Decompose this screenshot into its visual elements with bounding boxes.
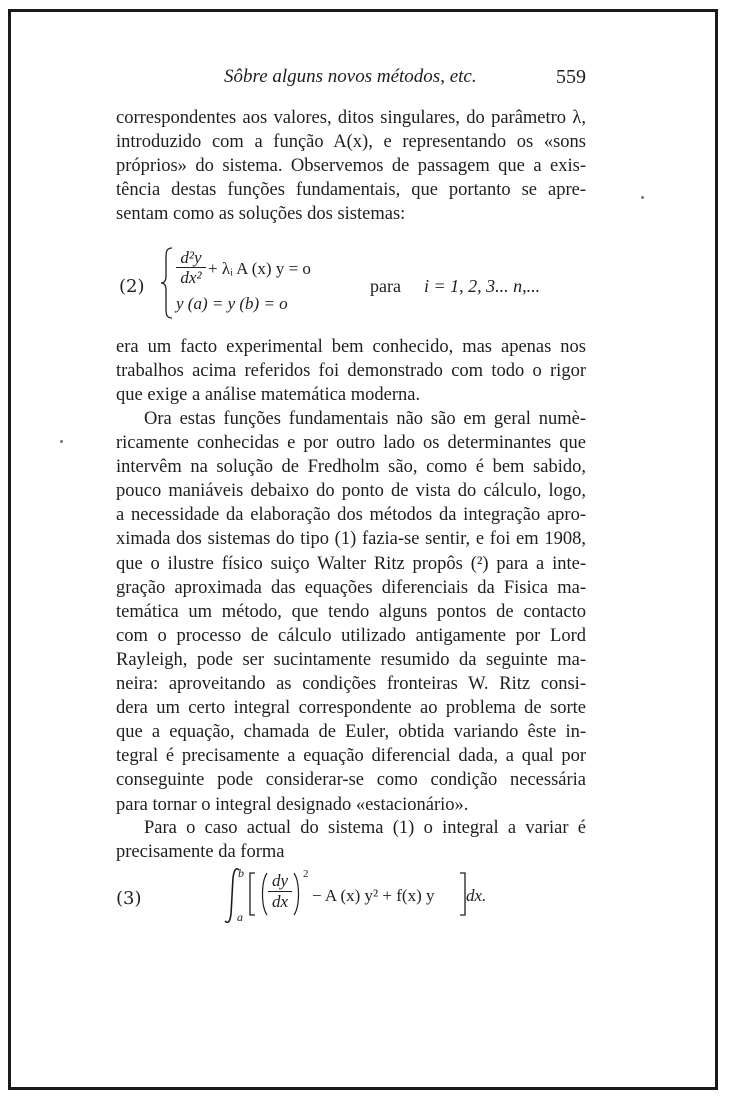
text-line: intervêm na solução de Fredholm são, como é bem sabido,	[116, 457, 586, 478]
paragraph-4	[116, 816, 586, 864]
left-bracket	[248, 872, 256, 916]
text-line: correspondentes aos valores, ditos singulares, do parâmetro λ,	[116, 108, 586, 128]
margin-speck	[641, 196, 644, 199]
text-line: gração aproximada das equações diferenciais da Fisica ma-	[116, 577, 586, 598]
running-head	[116, 66, 586, 94]
eq2-line2: y (a) = y (b) = o	[176, 294, 288, 313]
frac-numerator: dy	[271, 871, 289, 890]
text-line: sentam como as soluções dos sistemas:	[116, 204, 406, 225]
frac-d2y-dx2	[176, 248, 206, 287]
eq3-tail: dx.	[466, 886, 487, 905]
upper-limit: b	[238, 866, 244, 880]
eq2-line1-rest: + λᵢ A (x) y = o	[208, 259, 311, 278]
running-title: Sôbre alguns novos métodos, etc.	[224, 66, 477, 87]
text-line: tegral é precisamente a equação diferencial dada, a qual por	[116, 746, 586, 767]
text-line: dera um certo integral correspondente ao problema de sorte	[116, 698, 586, 719]
eq2-condition: i = 1, 2, 3... n,...	[424, 276, 541, 296]
paragraph-3	[116, 407, 586, 817]
text-line: precisamente da forma	[116, 842, 285, 863]
lower-limit: a	[237, 910, 243, 924]
text-line: era um facto experimental bem conhecido, mas apenas nos	[116, 337, 586, 357]
frac-numerator: d²y	[180, 248, 202, 267]
equation-number: (2)	[119, 276, 145, 297]
right-paren	[293, 872, 301, 916]
frac-denominator: dx	[271, 892, 289, 911]
exponent: 2	[303, 868, 309, 880]
text-line: Para o caso actual do sistema (1) o integral a variar é	[144, 818, 586, 838]
frac-dy-dx	[268, 871, 292, 912]
text-line: ximada dos sistemas do tipo (1) fazia-se sentir, e foi em 1908,	[116, 529, 586, 550]
text-line: que exige a análise matemática moderna.	[116, 385, 421, 406]
curly-brace	[160, 246, 174, 320]
text-line: neira: aproveitando as condições fronteiras W. Ritz consi-	[116, 674, 586, 695]
frac-denominator: dx²	[180, 268, 202, 287]
text-line: com o processo de cálculo utilizado antigamente por Lord	[116, 625, 586, 646]
text-line: temática um método, que tendo alguns pontos de contacto	[116, 601, 586, 622]
text-line: introduzido com a função A(x), e representando os «sons	[116, 132, 586, 153]
equation-number: (3)	[116, 888, 142, 909]
eq3-rest: − A (x) y² + f(x) y	[312, 886, 435, 905]
text-line: que o ilustre físico suiço Walter Ritz propôs (²) para a inte-	[116, 553, 586, 574]
text-line: conseguinte pode considerar-se como condição necessária	[116, 770, 586, 791]
text-line: Ora estas funções fundamentais não são em geral numè-	[144, 409, 586, 429]
paragraph-1	[116, 106, 586, 226]
eq2-para-word: para	[370, 276, 401, 296]
text-line: ricamente conhecidas e por outro lado os determinantes que	[116, 433, 586, 454]
margin-speck	[60, 440, 63, 443]
page-number: 559	[556, 66, 586, 88]
text-line: próprios» do sistema. Observemos de passagem que a exis-	[116, 156, 586, 177]
paragraph-2	[116, 335, 586, 407]
text-line: para tornar o integral designado «estacionário».	[116, 794, 469, 815]
text-line: a necessidade da elaboração dos métodos da integração apro-	[116, 505, 586, 526]
text-line: Rayleigh, pode ser sucintamente resumido da seguinte ma-	[116, 649, 586, 670]
text-line: tência destas funções fundamentais, que portanto se apre-	[116, 180, 586, 201]
left-paren	[260, 872, 268, 916]
text-line: trabalhos acima referidos foi demonstrado com todo o rigor	[116, 361, 586, 382]
text-line: que a equação, chamada de Euler, obtida variando êste in-	[116, 722, 586, 743]
text-line: pouco maniáveis debaixo do ponto de vista do cálculo, logo,	[116, 481, 586, 502]
